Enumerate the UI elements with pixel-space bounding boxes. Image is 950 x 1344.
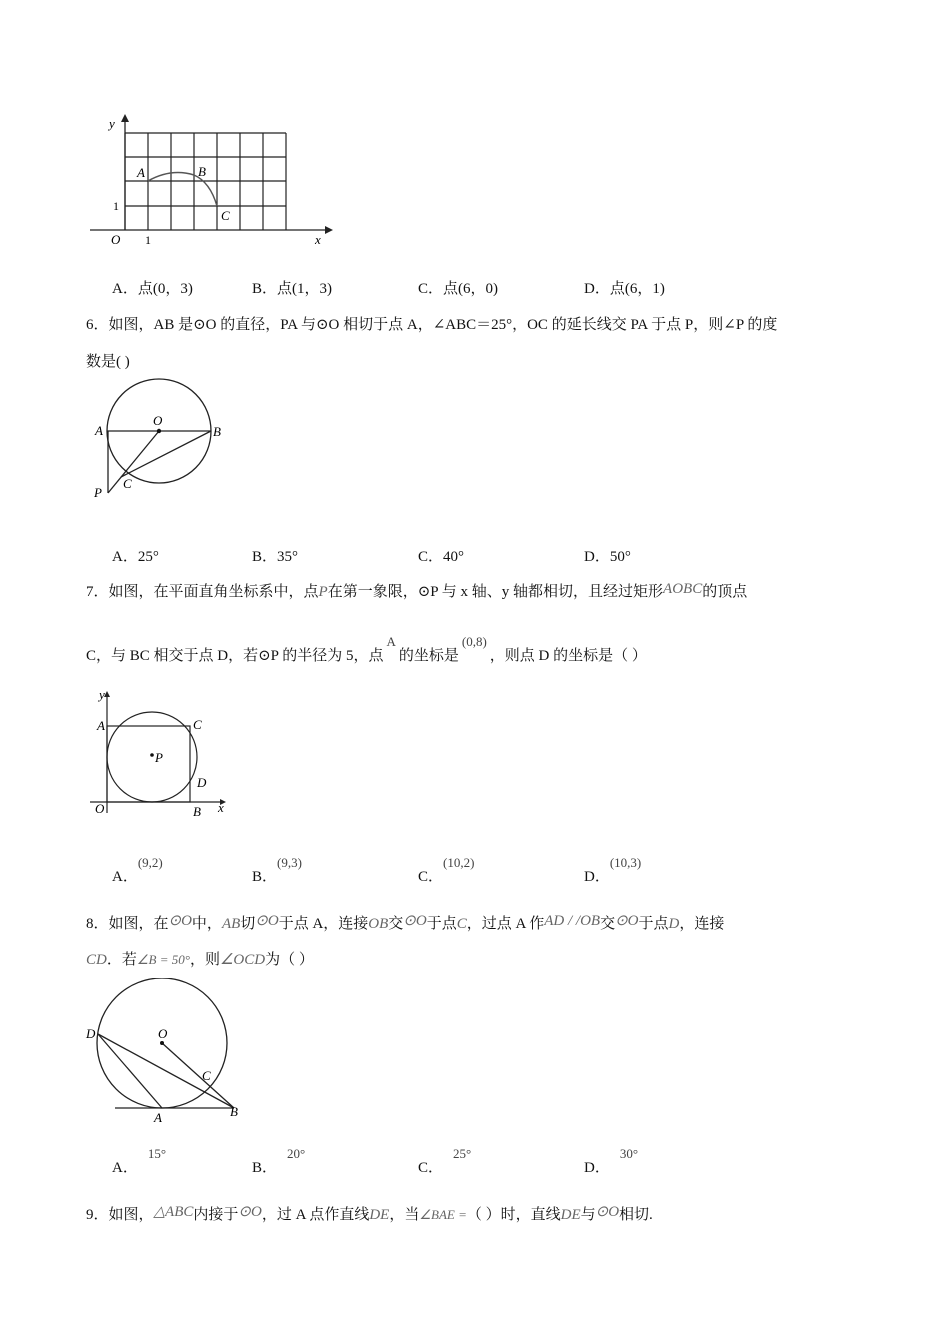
q7-option-b: B．(9,3) <box>252 855 302 885</box>
q8-point-a-label: A <box>154 1110 162 1125</box>
q6-option-c: C．40° <box>418 549 465 565</box>
q7-point-a-label: A <box>97 718 105 733</box>
q8-option-a: A．15° <box>112 1146 167 1176</box>
q7-option-c: C．(10,2) <box>418 855 475 885</box>
q7-question-line2: C，与 BC 相交于点 D，若⊙P 的半径为 5，点A的坐标是(0,8)，则点 D 的坐标是（ ） <box>86 634 647 664</box>
q5-option-c: C．点(6，0) <box>418 281 499 297</box>
q5-y-label: y <box>109 116 115 131</box>
q7-point-c-label: C <box>193 717 202 732</box>
q7-option-d: D．(10,3) <box>584 855 642 885</box>
q7-option-a: A．(9,2) <box>112 855 163 885</box>
q8-point-b-label: B <box>230 1104 238 1119</box>
q8-point-d-label: D <box>86 1026 96 1041</box>
q6-question-line2: 数是( ) <box>86 354 130 370</box>
q5-point-a-label: A <box>137 165 145 180</box>
q5-origin-label: O <box>111 232 121 247</box>
q7-x-label: x <box>218 800 224 815</box>
q7-coordinate-figure <box>85 685 235 820</box>
q6-point-a-label: A <box>95 423 103 438</box>
q8-option-c: C．25° <box>418 1146 472 1176</box>
q8-center-o-label: O <box>158 1026 168 1041</box>
q5-option-d: D．点(6，1) <box>584 281 665 297</box>
q6-option-d: D．50° <box>584 549 631 565</box>
q6-option-a: A．25° <box>112 549 159 565</box>
q7-center-p-label: P <box>155 750 163 765</box>
q7-question-line1: 7．如图，在平面直角坐标系中，点P在第一象限，⊙P 与 x 轴、y 轴都相切，且经过矩形AOBC的顶点 <box>86 581 748 600</box>
q6-point-c-label: C <box>123 476 132 491</box>
q5-point-b-label: B <box>198 164 206 179</box>
q5-x-label: x <box>315 232 321 247</box>
q6-circle-figure <box>85 375 235 505</box>
q6-center-o-label: O <box>153 413 163 428</box>
q6-question-line1: 6．如图，AB 是⊙O 的直径，PA 与⊙O 相切于点 A，∠ABC＝25°，OC 的延长线交 PA 于点 P，则∠P 的度 <box>86 317 778 333</box>
q5-option-a: A．点(0，3) <box>112 281 193 297</box>
q7-y-label: y <box>99 687 105 702</box>
q7-point-b-label: B <box>193 804 201 819</box>
q8-point-c-label: C <box>202 1068 211 1083</box>
q6-point-p-label: P <box>94 485 102 500</box>
q5-y-unit-label: 1 <box>113 199 119 213</box>
q8-circle-figure <box>82 978 252 1126</box>
q5-point-c-label: C <box>221 208 230 223</box>
q8-option-b: B．20° <box>252 1146 306 1176</box>
q8-question-line1: 8．如图，在⊙O中，AB切⊙O于点 A，连接OB交⊙O于点C，过点 A 作AD / /OB交⊙O于点D，连接 <box>86 913 725 932</box>
q8-option-d: D．30° <box>584 1146 639 1176</box>
q9-question-line1: 9．如图，△ABC内接于⊙O，过 A 点作直线DE，当∠BAE =（ ）时，直线DE与⊙O相切. <box>86 1204 653 1223</box>
q5-x-unit-label: 1 <box>145 233 151 247</box>
q8-question-line2: CD．若∠B = 50°，则∠OCD为（ ） <box>86 952 314 968</box>
q7-origin-label: O <box>95 801 105 816</box>
q7-point-d-label: D <box>197 775 207 790</box>
q5-option-b: B．点(1，3) <box>252 281 333 297</box>
q5-grid-figure <box>85 110 345 250</box>
q6-option-b: B．35° <box>252 549 299 565</box>
q6-point-b-label: B <box>213 424 221 439</box>
